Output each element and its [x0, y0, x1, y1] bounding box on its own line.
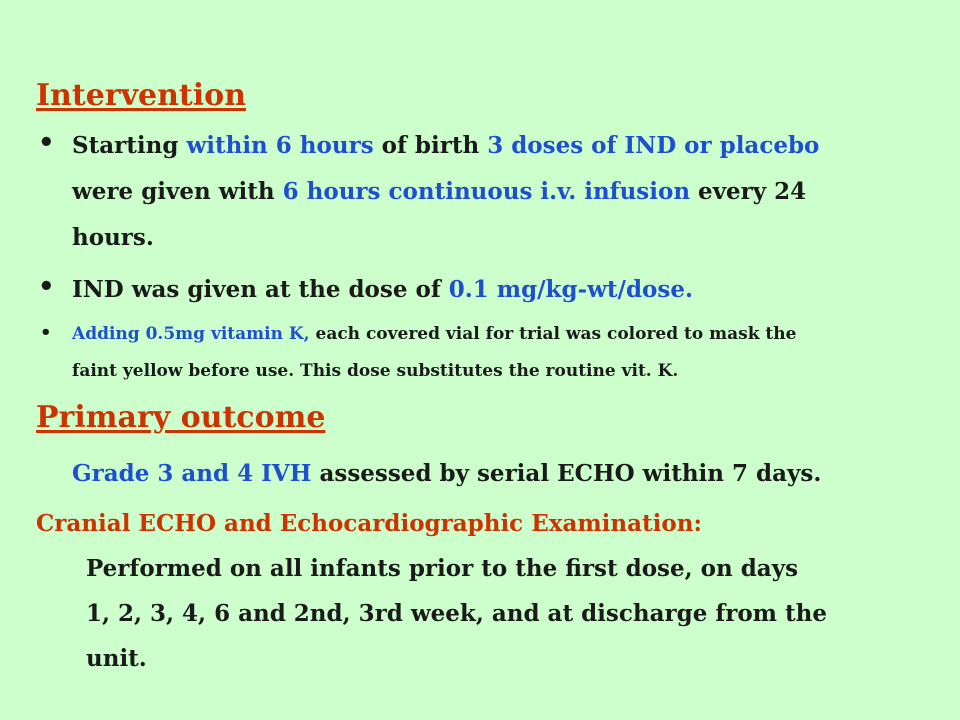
bullet3-line2: faint yellow before use. This dose substitutes the routine vit. K.: [72, 361, 679, 381]
primary-outcome-heading: Primary outcome: [36, 400, 326, 435]
highlight-text: Grade 3 and 4 IVH: [72, 460, 312, 487]
highlight-text: within 6 hours: [186, 132, 374, 159]
highlight-text: 6 hours continuous i.v. infusion: [282, 178, 691, 205]
text-span: were given with: [72, 178, 283, 205]
bullet1-line3: hours.: [72, 224, 154, 251]
bullet2-line: [72, 276, 693, 303]
highlight-text: 0.1 mg/kg-wt/dose.: [448, 276, 693, 303]
cranial-heading: Cranial ECHO and Echocardiographic Examination:: [36, 510, 702, 537]
cranial-line3: unit.: [86, 645, 147, 672]
cranial-line2: 1, 2, 3, 4, 6 and 2nd, 3rd week, and at discharge from the: [86, 600, 828, 627]
text-span: of birth: [373, 132, 488, 159]
text-span: each covered vial for trial was colored to mask the: [309, 324, 797, 344]
text-span: assessed by serial ECHO within 7 days.: [311, 460, 822, 487]
bullet3-line1: [72, 324, 796, 344]
intervention-heading: Intervention: [36, 78, 246, 113]
bullet-icon: •: [38, 272, 55, 302]
highlight-text: 3 doses of IND or placebo: [487, 132, 820, 159]
highlight-text: Adding 0.5mg vitamin K,: [72, 324, 310, 344]
bullet1-line2: [72, 178, 806, 205]
primary-outcome-text: [72, 460, 821, 487]
bullet1-line1: [72, 132, 819, 159]
cranial-line1: Performed on all infants prior to the first dose, on days: [86, 555, 799, 582]
text-span: IND was given at the dose of: [72, 276, 449, 303]
bullet-icon: •: [40, 322, 52, 343]
text-span: every 24: [690, 178, 807, 205]
bullet-icon: •: [38, 128, 55, 158]
text-span: Starting: [72, 132, 187, 159]
